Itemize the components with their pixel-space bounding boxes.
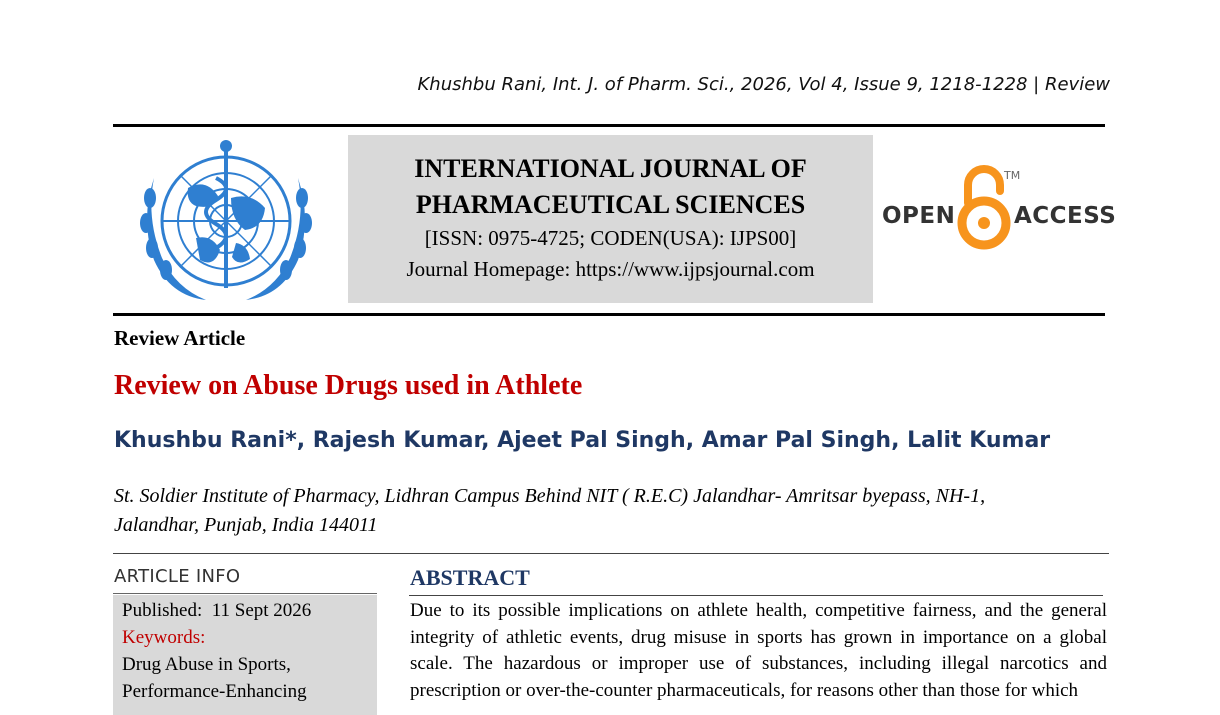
article-title: Review on Abuse Drugs used in Athlete bbox=[114, 370, 583, 401]
section-divider bbox=[113, 553, 1109, 554]
published-label: Published: bbox=[122, 600, 203, 621]
affiliation-line1: St. Soldier Institute of Pharmacy, Lidhran Campus Behind NIT ( R.E.C) Jalandhar- Amritsar byepass, NH-1, bbox=[114, 485, 986, 507]
journal-name-line2: PHARMACEUTICAL SCIENCES bbox=[415, 190, 806, 219]
published-date: 11 Sept 2026 bbox=[211, 600, 312, 621]
article-info-underline bbox=[113, 593, 377, 594]
journal-name-line1: INTERNATIONAL JOURNAL OF bbox=[414, 154, 807, 183]
abstract-underline bbox=[409, 595, 1103, 596]
journal-homepage: Journal Homepage: https://www.ijpsjournal.com bbox=[406, 257, 815, 281]
keyword-line1: Drug Abuse in Sports, bbox=[122, 654, 291, 675]
affiliation bbox=[114, 482, 1104, 540]
article-info-box bbox=[113, 595, 377, 715]
un-emblem-icon bbox=[126, 138, 326, 308]
open-access-word-open: OPEN bbox=[882, 203, 956, 229]
article-info-heading: ARTICLE INFO bbox=[114, 566, 241, 587]
open-access-word-access: ACCESS bbox=[1014, 203, 1117, 229]
open-access-tm: TM bbox=[1004, 169, 1021, 182]
journal-citation: Khushbu Rani, Int. J. of Pharm. Sci., 2026, Vol 4, Issue 9, 1218-1228 | Review bbox=[417, 74, 1110, 95]
keyword-line2: Performance-Enhancing bbox=[122, 681, 307, 702]
journal-issn: [ISSN: 0975-4725; CODEN(USA): IJPS00] bbox=[424, 226, 797, 250]
open-access-logo bbox=[880, 165, 1117, 255]
abstract-heading: ABSTRACT bbox=[410, 565, 530, 590]
affiliation-line2: Jalandhar, Punjab, India 144011 bbox=[114, 514, 378, 536]
published-row bbox=[122, 597, 368, 624]
header-rule-bottom bbox=[113, 313, 1105, 316]
author-list: Khushbu Rani*, Rajesh Kumar, Ajeet Pal Singh, Amar Pal Singh, Lalit Kumar bbox=[114, 428, 1051, 453]
journal-masthead-box bbox=[348, 135, 873, 303]
keywords-label: Keywords: bbox=[122, 627, 206, 648]
abstract-text: Due to its possible implications on athlete health, competitive fairness, and the general integrity of athletic events, drug misuse in sports has grown in importance on a global scale. The hazardous or improper use of substances, including illegal narcotics and prescription or over-the-counter pharmaceuticals, for reasons other than those for which bbox=[410, 600, 1107, 701]
header-rule-top bbox=[113, 124, 1105, 127]
article-type: Review Article bbox=[114, 326, 246, 350]
